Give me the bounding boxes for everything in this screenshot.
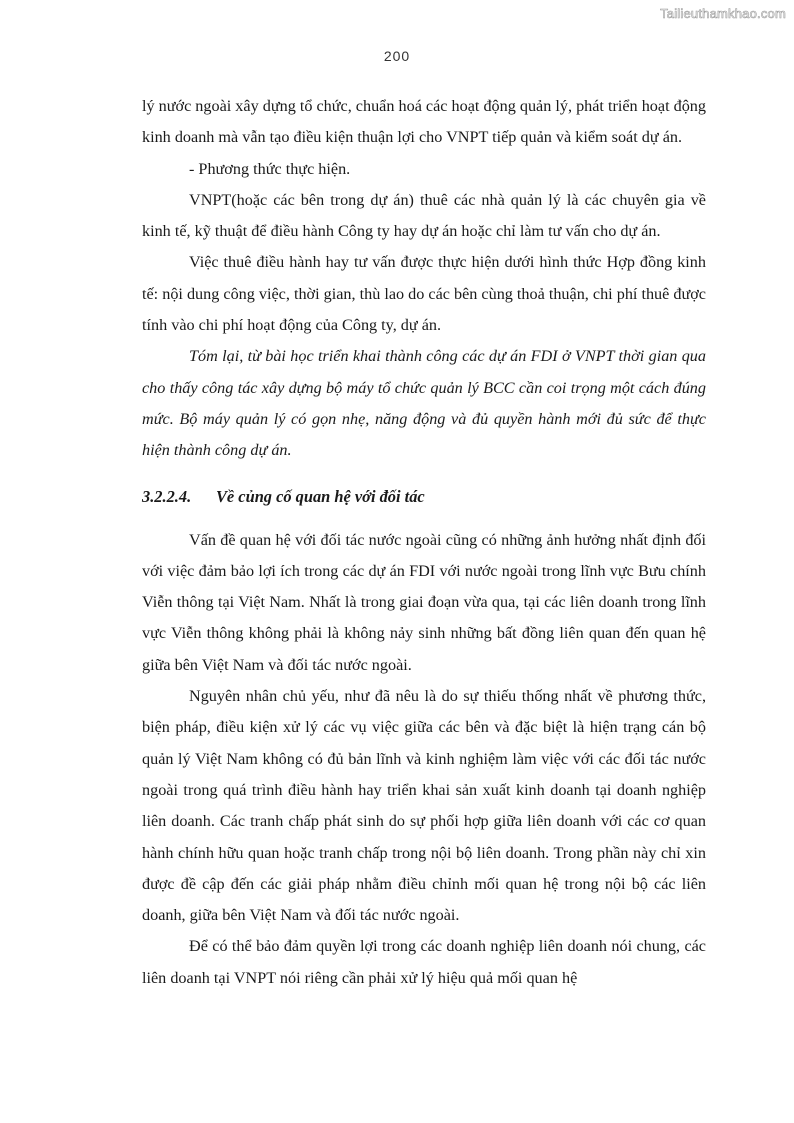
page-number: 200 (383, 48, 411, 64)
paragraph-method-label: - Phương thức thực hiện. (189, 159, 351, 178)
paragraph: Để có thể bảo đảm quyền lợi trong các doanh nghiệp liên doanh nói chung, các liên doanh tại VNPT nói riêng cần phải xử lý hiệu quả mối quan hệ (142, 937, 706, 987)
watermark: Tailieuthamkhao.com (660, 6, 786, 21)
paragraph: VNPT(hoặc các bên trong dự án) thuê các nhà quản lý là các chuyên gia về kinh tế, kỹ thuật để điều hành Công ty hay dự án hoặc chỉ làm tư vấn cho dự án. (142, 190, 706, 241)
paragraph-group-bottom (142, 525, 706, 994)
paragraph: Vấn đề quan hệ với đối tác nước ngoài cũng có những ảnh hưởng nhất định đối với việc đảm bảo lợi ích trong các dự án FDI với nước ngoài trong lĩnh vực Bưu chính Viễn thông tại Việt Nam. Nhất là trong giai đoạn vừa qua, tại các liên doanh trong lĩnh vực Viễn thông không phải là không nảy sinh những bất đồng liên quan đến quan hệ giữa bên Việt Nam và đối tác nước ngoài. (142, 530, 706, 674)
document-body (142, 91, 706, 994)
paragraph-summary: Tóm lại, từ bài học triển khai thành công các dự án FDI ở VNPT thời gian qua cho thấy công tác xây dựng bộ máy tổ chức quản lý BCC cần coi trọng một cách đúng mức. Bộ máy quản lý có gọn nhẹ, năng động và đủ quyền hành mới đủ sức để thực hiện thành công dự án. (142, 347, 706, 460)
section-heading (142, 481, 706, 512)
paragraph: Nguyên nhân chủ yếu, như đã nêu là do sự thiếu thống nhất về phương thức, biện pháp, điều kiện xử lý các vụ việc giữa các bên và đặc biệt là hiện trạng cán bộ quản lý Việt Nam không có đủ bản lĩnh và kinh nghiệm làm việc với các đối tác nước ngoài trong quá trình điều hành hay triển khai sản xuất kinh doanh tại doanh nghiệp liên doanh. Các tranh chấp phát sinh do sự phối hợp giữa liên doanh với các cơ quan hành chính hữu quan hoặc tranh chấp trong nội bộ liên doanh. Trong phần này chỉ xin được đề cập đến các giải pháp nhằm điều chỉnh mối quan hệ trong nội bộ các liên doanh, giữa bên Việt Nam và đối tác nước ngoài. (142, 687, 706, 925)
section-number: 3.2.2.4. (142, 486, 192, 506)
paragraph: Việc thuê điều hành hay tư vấn được thực hiện dưới hình thức Hợp đồng kinh tế: nội dung công việc, thời gian, thù lao do các bên cùng thoả thuận, chi phí thuê được tính vào chi phí hoạt động của Công ty, dự án. (142, 253, 706, 335)
paragraph-continuation: lý nước ngoài xây dựng tổ chức, chuẩn hoá các hoạt động quản lý, phát triển hoạt động kinh doanh mà vẫn tạo điều kiện thuận lợi cho VNPT tiếp quản và kiểm soát dự án. (142, 97, 706, 147)
section-title: Về củng cố quan hệ với đối tác (216, 486, 425, 506)
paragraph-group-top (142, 91, 706, 467)
